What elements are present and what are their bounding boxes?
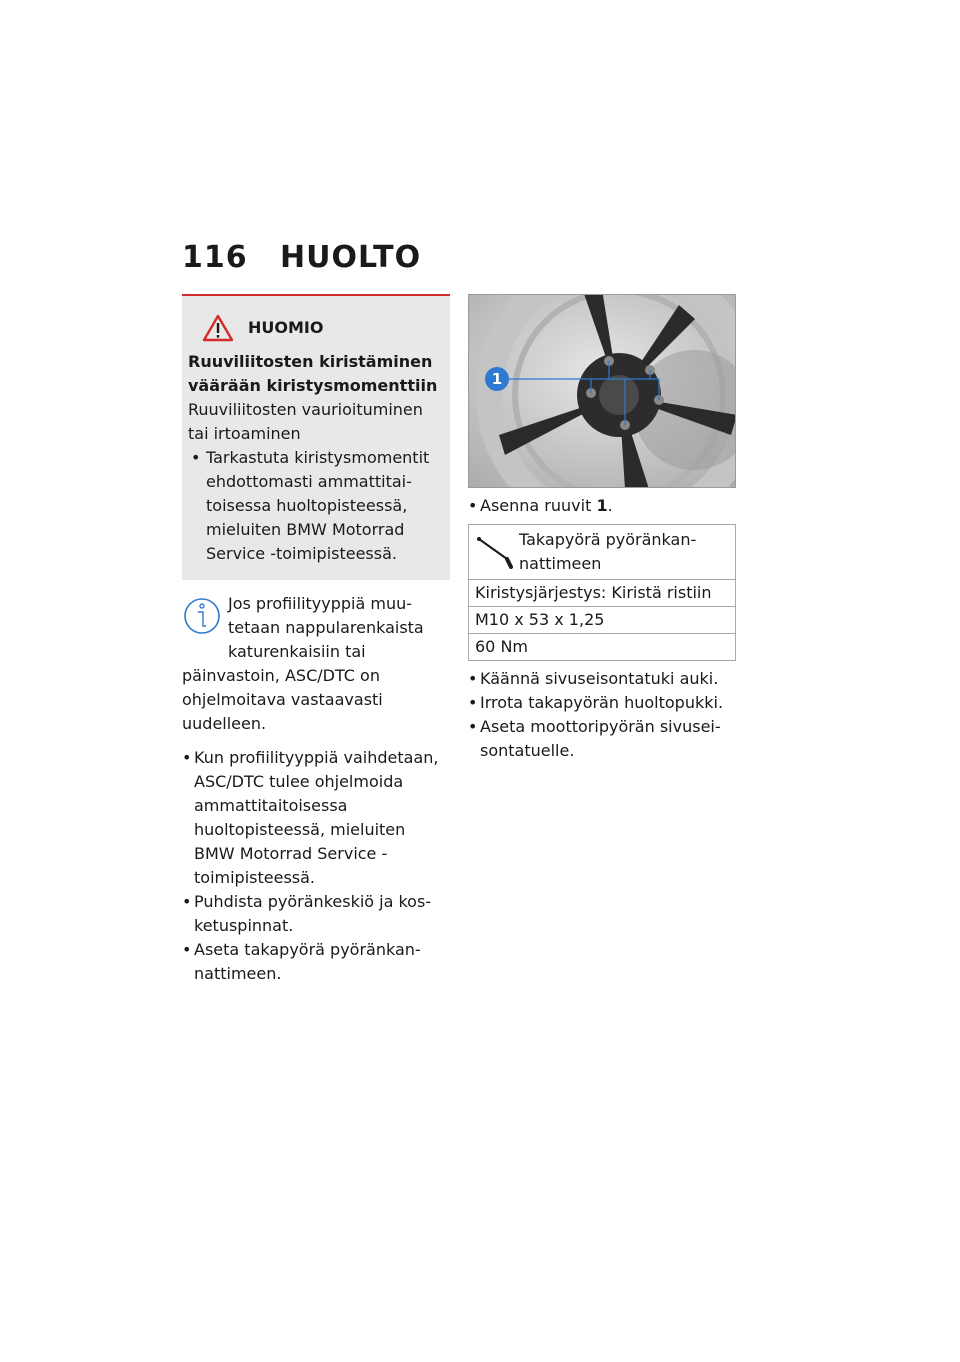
list-item: • Irrota takapyörän huoltopukki. [468, 691, 738, 715]
list-item: • Aseta moottoripyörän sivuseisontatuelle. [468, 715, 738, 763]
section-title: HUOLTO [280, 240, 422, 275]
install-step-ref: 1 [596, 496, 608, 515]
warning-triangle-icon [202, 314, 234, 342]
info-text: Jos profiilityyppiä muutetaan nappularenkaista katurenkaisiin tai päinvastoin, ASC/DTC on ohjelmoitava vastaavasti uudelleen. [182, 594, 424, 733]
callout-badge: 1 [485, 367, 509, 391]
warning-box [182, 294, 450, 580]
wheel-illustration [469, 295, 736, 488]
right-step-list [468, 667, 738, 763]
info-icon [182, 594, 222, 642]
spec-torque: 60 Nm [469, 634, 736, 661]
warning-bullet: • Tarkastuta kiristysmomentit ehdottomasti ammattitaitoisessa huoltopisteessä, mieluiten BMW Motorrad Service -toimipisteessä. [188, 446, 444, 566]
info-note [182, 592, 450, 736]
right-column [468, 294, 738, 763]
install-step [468, 494, 738, 518]
list-item: • Aseta takapyörä pyöränkannattimeen. [182, 938, 450, 986]
wheel-photo [468, 294, 736, 488]
spec-order: Kiristysjärjestys: Kiristä ristiin [469, 580, 736, 607]
page-number: 116 [182, 240, 248, 275]
warning-title: HUOMIO [248, 318, 324, 337]
list-item: • Käännä sivuseisontatuki auki. [468, 667, 738, 691]
page-header [182, 240, 421, 275]
left-column [182, 294, 450, 986]
list-item: • Puhdista pyöränkeskiö ja kosketuspinnat. [182, 890, 450, 938]
spec-title: Takapyörä pyöränkannattimeen [519, 530, 697, 573]
left-step-list [182, 746, 450, 986]
list-item: • Asenna ruuvit 1. [468, 494, 738, 518]
warning-text: Ruuviliitosten vaurioituminen tai irtoaminen [188, 400, 423, 443]
torque-spec-table [468, 524, 736, 661]
spec-bolt: M10 x 53 x 1,25 [469, 607, 736, 634]
spec-title-cell [469, 525, 736, 580]
torque-wrench-icon [477, 533, 517, 569]
warning-header [202, 314, 444, 342]
warning-subtitle: Ruuviliitosten kiristäminen väärään kiristysmomenttiin [188, 352, 438, 395]
list-item: • Kun profiilityyppiä vaihdetaan, ASC/DTC tulee ohjelmoida ammattitaitoisessa huoltopisteessä, mieluiten BMW Motorrad Service -toimipisteessä. [182, 746, 450, 890]
install-step-text: Asenna ruuvit [480, 496, 597, 515]
